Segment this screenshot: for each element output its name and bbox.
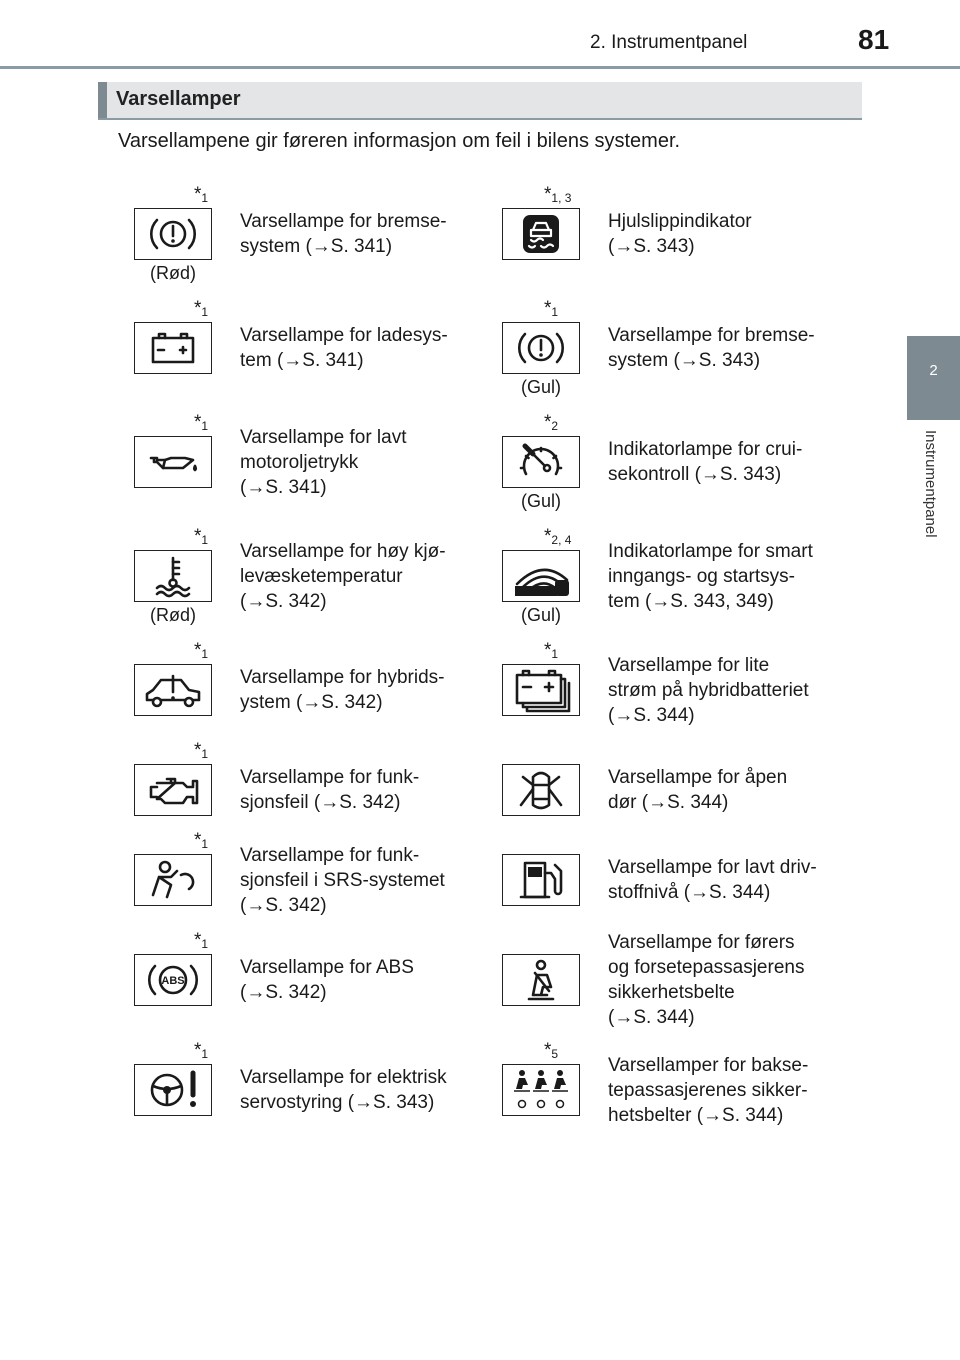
lamp-color-label: (Gul) xyxy=(521,605,561,625)
warning-lamp-entry xyxy=(100,298,470,412)
warning-lamp-entry xyxy=(100,526,470,640)
footnote-marker: $*_1$ xyxy=(194,298,209,319)
section-intro: Varsellampene gir føreren informasjon om feil i bilens systemer. xyxy=(118,130,681,152)
oil-pressure-icon xyxy=(134,436,212,488)
lamp-description xyxy=(240,665,477,715)
lamp-description-line: motoroljetrykk xyxy=(240,451,359,473)
warning-lamp-entry xyxy=(468,298,838,412)
header-rule xyxy=(0,66,960,69)
hybrid-system-warning-icon xyxy=(134,664,212,716)
lamp-description xyxy=(608,653,845,728)
smart-key-icon xyxy=(502,550,580,602)
lamp-description-line: Indikatorlampe for crui- xyxy=(608,439,803,460)
lamp-color-label: (Rød) xyxy=(150,263,196,283)
warning-lamp-entry xyxy=(468,526,838,640)
chapter-tab-label: Instrumentpanel xyxy=(922,430,939,538)
lamp-description-line: (→S. 342) xyxy=(240,590,327,612)
page-number: 81 xyxy=(858,24,890,55)
footnote-marker: $*_2$ xyxy=(544,412,559,433)
lamp-description-line: system (→S. 341) xyxy=(240,236,393,257)
lamp-description xyxy=(608,930,845,1030)
lamp-description-line: Varsellampe for ABS xyxy=(240,957,414,978)
lamp-description-line: Varsellampe for lavt xyxy=(240,426,407,448)
warning-lamp-entry xyxy=(468,640,838,754)
lamp-description-line: servostyring (→S. 343) xyxy=(240,1092,435,1113)
footnote-marker: $*_{1, 3}$ xyxy=(544,184,572,205)
lamp-description xyxy=(240,539,477,614)
footnote-marker: $*_1$ xyxy=(194,830,209,851)
lamp-description-line: (→S. 344) xyxy=(608,1007,695,1028)
abs-icon xyxy=(134,954,212,1006)
warning-lamp-entry xyxy=(100,184,470,298)
lamp-description xyxy=(608,209,845,259)
power-steering-icon xyxy=(134,1064,212,1116)
warning-lamp-entry xyxy=(100,412,470,526)
running-header: 2. Instrumentpanel xyxy=(590,32,748,53)
lamp-description xyxy=(608,437,845,487)
lamp-description-line: system (→S. 343) xyxy=(608,350,761,371)
lamp-description-line: Varsellampe for funk- xyxy=(240,767,420,788)
lamp-description-line: strøm på hybridbatteriet xyxy=(608,679,809,701)
lamp-description-line: Varsellampe for lavt driv- xyxy=(608,857,817,878)
lamp-description-line: (→S. 341) xyxy=(240,476,327,498)
footnote-marker: $*_1$ xyxy=(194,526,209,547)
lamp-description xyxy=(240,323,477,373)
chapter-tab-label-wrap xyxy=(915,430,939,590)
lamp-description-line: og forsetepassasjerens xyxy=(608,957,805,978)
warning-lamp-entry xyxy=(468,184,838,298)
warning-lamp-entry xyxy=(468,830,838,944)
warning-lamp-entry xyxy=(100,640,470,754)
lamp-description-line: sikkerhetsbelte xyxy=(608,982,735,1003)
lamp-description-line: tepassasjerenes sikker- xyxy=(608,1079,808,1101)
lamp-description-line: (→S. 342) xyxy=(240,894,327,916)
lamp-description-line: levæsketemperatur xyxy=(240,565,403,587)
brake-warning-icon xyxy=(502,322,580,374)
slip-indicator-icon xyxy=(502,208,580,260)
lamp-description xyxy=(608,539,845,614)
low-fuel-icon xyxy=(502,854,580,906)
lamp-description xyxy=(240,425,477,500)
lamp-description-line: sjonsfeil i SRS-systemet xyxy=(240,869,445,891)
lamp-color-label: (Rød) xyxy=(150,605,196,625)
rear-seatbelt-reminder-icon xyxy=(502,1064,580,1116)
footnote-marker: $*_1$ xyxy=(194,184,209,205)
footnote-marker: $*_1$ xyxy=(194,930,209,951)
footnote-marker: $*_1$ xyxy=(194,740,209,761)
lamp-color-label: (Gul) xyxy=(521,377,561,397)
lamp-description-line: Indikatorlampe for smart xyxy=(608,540,813,562)
lamp-description-line: sekontroll (→S. 343) xyxy=(608,464,782,485)
lamp-description-line: dør (→S. 344) xyxy=(608,792,729,813)
lamp-description-line: (→S. 344) xyxy=(608,704,695,726)
warning-lamp-entry xyxy=(468,412,838,526)
lamp-description-line: Varsellampe for elektrisk xyxy=(240,1067,447,1088)
lamp-description-line: Varsellampe for bremse- xyxy=(240,211,447,232)
lamp-description xyxy=(240,843,477,918)
footnote-marker: $*_1$ xyxy=(194,640,209,661)
lamp-description-line: stoffnivå (→S. 344) xyxy=(608,882,771,903)
lamp-description-line: Varsellampe for bremse- xyxy=(608,325,815,346)
lamp-description-line: ystem (→S. 342) xyxy=(240,692,383,713)
lamp-description xyxy=(240,765,477,815)
footnote-marker: $*_1$ xyxy=(544,298,559,319)
warning-lamp-entry xyxy=(468,1040,838,1154)
warning-lamp-entry xyxy=(100,1040,470,1154)
lamp-description-line: tem (→S. 341) xyxy=(240,350,364,371)
lamp-description xyxy=(608,323,845,373)
lamp-description-line: Varsellampe for høy kjø- xyxy=(240,540,446,562)
lamp-description xyxy=(240,1065,477,1115)
footnote-marker: $*_5$ xyxy=(544,1040,559,1061)
warning-lamp-entry xyxy=(468,930,838,1044)
lamp-description xyxy=(608,1053,845,1128)
lamp-description-line: Hjulslippindikator xyxy=(608,211,752,232)
lamp-description-line: Varsellampe for førers xyxy=(608,932,795,953)
lamp-description-line: tem (→S. 343, 349) xyxy=(608,590,774,612)
lamp-description-line: hetsbelter (→S. 344) xyxy=(608,1104,784,1126)
lamp-description-line: Varsellampe for funk- xyxy=(240,844,420,866)
coolant-temperature-icon xyxy=(134,550,212,602)
lamp-description xyxy=(608,855,845,905)
lamp-description-line: Varsellamper for bakse- xyxy=(608,1054,809,1076)
footnote-marker: $*_{2, 4}$ xyxy=(544,526,572,547)
cruise-control-icon xyxy=(502,436,580,488)
lamp-description-line: (→S. 343) xyxy=(608,236,695,257)
chapter-tab: 2 xyxy=(907,336,960,420)
section-heading-bar xyxy=(98,82,862,120)
lamp-description-line: Varsellampe for åpen xyxy=(608,767,788,788)
lamp-description-line: (→S. 342) xyxy=(240,982,327,1003)
lamp-description-line: Varsellampe for hybrids- xyxy=(240,667,445,688)
footnote-marker: $*_1$ xyxy=(194,412,209,433)
lamp-description-line: sjonsfeil (→S. 342) xyxy=(240,792,401,813)
footnote-marker: $*_1$ xyxy=(544,640,559,661)
lamp-description xyxy=(240,955,477,1005)
lamp-description-line: Varsellampe for ladesys- xyxy=(240,325,448,346)
lamp-description xyxy=(608,765,845,815)
hybrid-battery-icon xyxy=(502,664,580,716)
footnote-marker: $*_1$ xyxy=(194,1040,209,1061)
lamp-color-label: (Gul) xyxy=(521,491,561,511)
door-open-icon xyxy=(502,764,580,816)
warning-lamp-entry xyxy=(100,930,470,1044)
seatbelt-reminder-icon xyxy=(502,954,580,1006)
svg-text:ABS: ABS xyxy=(161,975,185,987)
warning-lamp-entry xyxy=(100,830,470,944)
engine-malfunction-icon xyxy=(134,764,212,816)
lamp-description-line: Varsellampe for lite xyxy=(608,654,770,676)
battery-charging-icon xyxy=(134,322,212,374)
lamp-description-line: inngangs- og startsys- xyxy=(608,565,795,587)
section-title: Varsellamper xyxy=(116,88,241,110)
lamp-description xyxy=(240,209,477,259)
srs-airbag-icon xyxy=(134,854,212,906)
brake-warning-icon xyxy=(134,208,212,260)
